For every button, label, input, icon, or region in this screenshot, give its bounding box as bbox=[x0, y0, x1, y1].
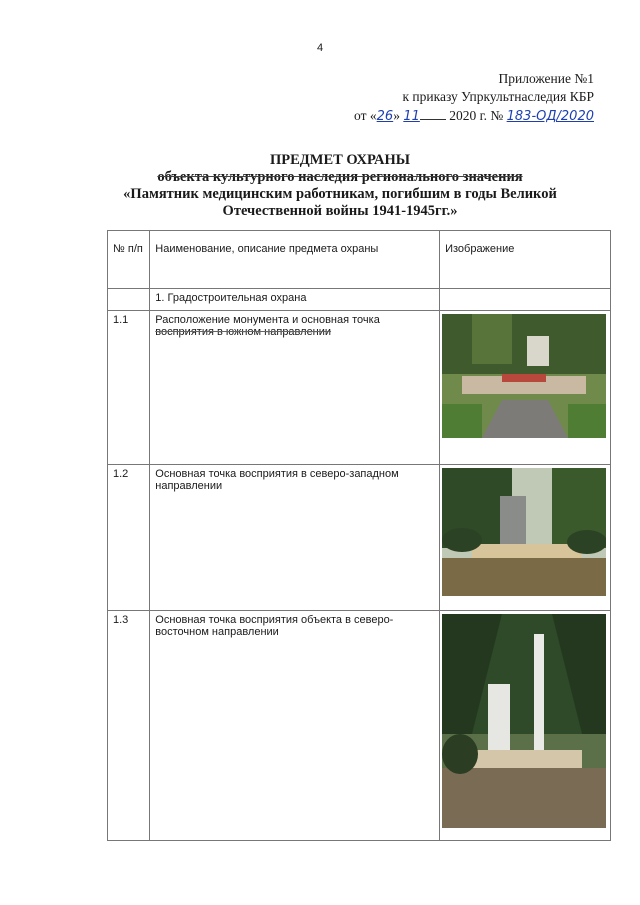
section-row bbox=[108, 289, 611, 311]
date-day: 26 bbox=[376, 109, 394, 124]
appendix-header bbox=[354, 70, 594, 126]
date-year: 2020 г. № bbox=[449, 108, 504, 123]
title-line-3: «Памятник медицинским работникам, погибшим в годы Великой bbox=[123, 186, 557, 202]
row-number: 1.1 bbox=[108, 311, 150, 465]
page-number: 4 bbox=[316, 42, 324, 54]
date-month: 11 bbox=[403, 109, 420, 124]
appendix-order-ref: к приказу Упркультнаследия КБР bbox=[402, 89, 594, 104]
header-description: Наименование, описание предмета охраны bbox=[150, 231, 440, 289]
table-row bbox=[108, 311, 611, 465]
title-line-4: Отечественной войны 1941-1945гг.» bbox=[222, 203, 458, 219]
section-title: 1. Градостроительная охрана bbox=[150, 289, 440, 311]
row-description: Основная точка восприятия в северо-западном направлении bbox=[150, 465, 440, 611]
row-description: Основная точка восприятия объекта в северо- восточном направлении bbox=[150, 611, 440, 841]
monument-photo-south bbox=[442, 314, 606, 438]
appendix-title: Приложение №1 bbox=[498, 71, 594, 86]
row-number: 1.2 bbox=[108, 465, 150, 611]
header-num: № п/п bbox=[108, 231, 150, 289]
monument-photo-northeast bbox=[442, 614, 606, 828]
header-image: Изображение bbox=[440, 231, 611, 289]
date-mid: » bbox=[393, 108, 400, 123]
row-number: 1.3 bbox=[108, 611, 150, 841]
protection-subject-table bbox=[107, 230, 611, 841]
appendix-date-line bbox=[354, 106, 594, 126]
title-line-1: ПРЕДМЕТ ОХРАНЫ bbox=[269, 152, 411, 168]
row-description: Расположение монумента и основная точка восприятия в южном направлении bbox=[150, 311, 440, 465]
table-row bbox=[108, 611, 611, 841]
date-prefix: от « bbox=[354, 108, 377, 123]
order-number: 183-ОД/2020 bbox=[506, 109, 594, 124]
monument-photo-northwest bbox=[442, 468, 606, 596]
table-row bbox=[108, 465, 611, 611]
title-line-2: объекта культурного наследия регионального значения bbox=[157, 169, 523, 185]
document-title bbox=[60, 152, 620, 220]
table-header-row bbox=[108, 231, 611, 289]
